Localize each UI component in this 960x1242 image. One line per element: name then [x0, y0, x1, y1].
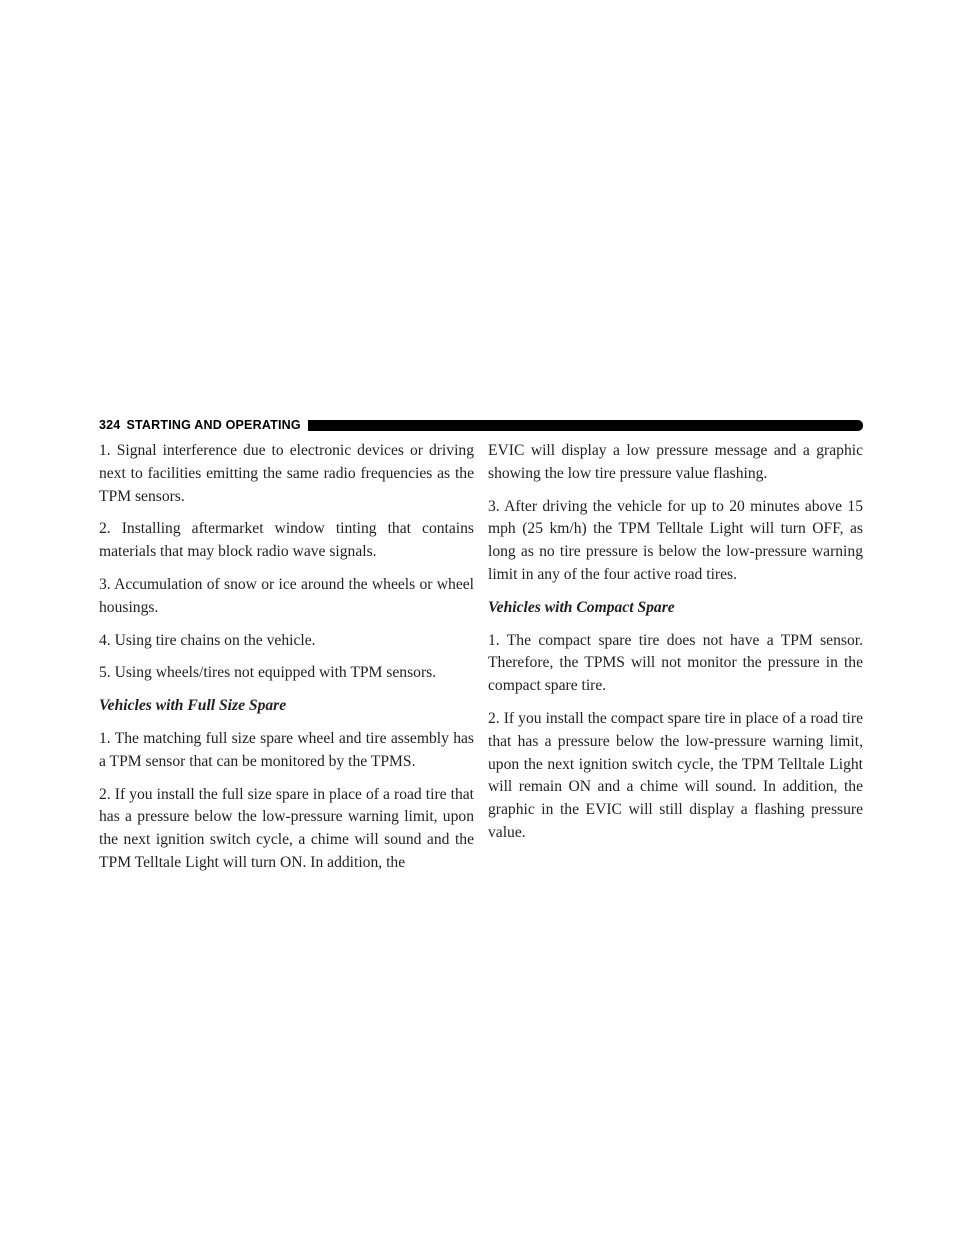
- right-column: [488, 440, 863, 855]
- paragraph: 2. Installing aftermarket window tinting that contains materials that may block radio wave signals.: [99, 520, 474, 561]
- page-number: 324: [99, 418, 121, 432]
- subheading-full-size-spare: Vehicles with Full Size Spare: [99, 697, 287, 715]
- paragraph: 1. The matching full size spare wheel and tire assembly has a TPM sensor that can be monitored by the TPMS.: [99, 729, 474, 770]
- left-column: [99, 440, 474, 885]
- header-rule: [308, 420, 863, 431]
- section-title: STARTING AND OPERATING: [126, 418, 301, 432]
- paragraph: 3. After driving the vehicle for up to 20 minutes above 15 mph (25 km/h) the TPM Telltale Light will turn OFF, as long as no tire pressure is below the low-pressure warning limit in any of the four active road tires.: [488, 497, 863, 583]
- paragraph: 1. The compact spare tire does not have a TPM sensor. Therefore, the TPMS will not monitor the pressure in the compact spare tire.: [488, 631, 863, 695]
- paragraph: 3. Accumulation of snow or ice around the wheels or wheel housings.: [99, 575, 474, 616]
- subheading-compact-spare: Vehicles with Compact Spare: [488, 598, 675, 616]
- paragraph: EVIC will display a low pressure message and a graphic showing the low tire pressure value flashing.: [488, 442, 863, 482]
- paragraph: 5. Using wheels/tires not equipped with TPM sensors.: [99, 664, 437, 682]
- paragraph: 2. If you install the full size spare in place of a road tire that has a pressure below the low-pressure warning limit, upon the next ignition switch cycle, a chime will sound and the TPM Telltale Light will turn ON. In addition, the: [99, 785, 474, 871]
- paragraph: 1. Signal interference due to electronic devices or driving next to facilities emitting the same radio frequencies as the TPM sensors.: [99, 442, 474, 505]
- paragraph: 4. Using tire chains on the vehicle.: [99, 631, 316, 649]
- paragraph: 2. If you install the compact spare tire in place of a road tire that has a pressure below the low-pressure warning limit, upon the next ignition switch cycle, the TPM Telltale Light will remain ON and a chime will sound. In addition, the graphic in the EVIC will still display a flashing pressure value.: [488, 709, 863, 841]
- page-header: [99, 418, 863, 433]
